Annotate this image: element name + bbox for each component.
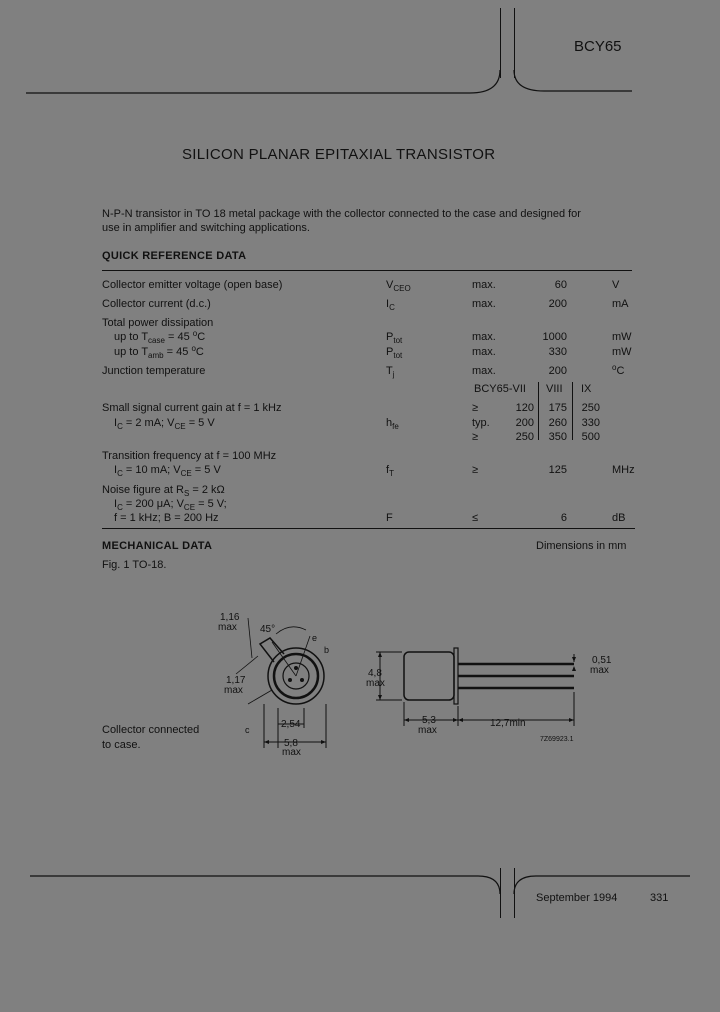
footer-date: September 1994 bbox=[536, 892, 618, 904]
ptot-amb-maxlabel: max. bbox=[472, 346, 496, 358]
lead-c: c bbox=[245, 725, 250, 735]
dim-53-max: max bbox=[418, 725, 437, 736]
ptot-amb-value: 330 bbox=[548, 346, 567, 358]
nf-cond: ≤ bbox=[472, 512, 479, 524]
ft-unit: MHz bbox=[612, 464, 635, 476]
vceo-symbol: $V_{CEO}$ bbox=[386, 279, 411, 293]
hfe-row-1-v2: 175 bbox=[548, 402, 567, 414]
ft-cond: ≥ bbox=[472, 464, 479, 476]
mechanical-heading: MECHANICAL DATA bbox=[102, 540, 213, 552]
tj-unit: $^o$C bbox=[612, 363, 625, 377]
vceo-value: 60 bbox=[554, 279, 567, 291]
dim-254: 2,54 bbox=[281, 719, 301, 730]
ptot-case-maxlabel: max. bbox=[472, 331, 496, 343]
dim-angle: 45° bbox=[260, 624, 276, 635]
hfe-label: Small signal current gain at f = 1 kHz bbox=[102, 402, 282, 414]
dim-58: 5,8 bbox=[284, 738, 298, 749]
hfe-row-1-cond: ≥ bbox=[472, 402, 479, 414]
hfe-row-3-cond: ≥ bbox=[472, 431, 479, 443]
hfe-row-2-v3: 330 bbox=[581, 417, 600, 429]
description-line-1: N-P-N transistor in TO 18 metal package with the collector connected to the case and designed for bbox=[102, 208, 581, 220]
ic-symbol: $I_C$ bbox=[386, 298, 395, 312]
tj-label: Junction temperature bbox=[102, 365, 206, 377]
dim-48-max: max bbox=[366, 678, 385, 689]
nf-value: 6 bbox=[560, 512, 567, 524]
dim-117: 1,17 bbox=[226, 675, 246, 686]
lead-e: e bbox=[312, 633, 318, 643]
lead-b: b bbox=[324, 645, 330, 655]
ft-cond-text: $I_C = 10$ mA; $V_{CE} = 5$ V bbox=[114, 464, 221, 478]
nf-label: Noise figure at $R_S = 2$ kΩ bbox=[102, 484, 225, 498]
vceo-cond: max. bbox=[472, 279, 496, 291]
ptot-case-cond: up to $T_{case} = 45$ $^o$C bbox=[114, 329, 206, 345]
dim-051-max: max bbox=[590, 665, 609, 676]
dimensions-note: Dimensions in mm bbox=[536, 540, 627, 552]
drawing-code: 7Z69923.1 bbox=[540, 736, 574, 743]
page-title: SILICON PLANAR EPITAXIAL TRANSISTOR bbox=[182, 146, 496, 163]
hfe-cond: $I_C = 2$ mA; $V_{CE} = 5$ V bbox=[114, 417, 215, 431]
collector-note-line-2: to case. bbox=[102, 739, 141, 751]
vceo-unit: V bbox=[612, 279, 620, 291]
nf-unit: dB bbox=[612, 512, 626, 524]
ptot-amb-cond: up to $T_{amb} = 45$ $^o$C bbox=[114, 344, 204, 360]
dim-58-max: max bbox=[282, 747, 301, 758]
ft-label: Transition frequency at f = 100 MHz bbox=[102, 450, 277, 462]
to18-side-view bbox=[362, 640, 602, 730]
gain-col-3-header: IX bbox=[581, 383, 592, 395]
ptot-case-value: 1000 bbox=[542, 331, 567, 343]
vceo-label: Collector emitter voltage (open base) bbox=[102, 279, 283, 291]
nf-symbol: F bbox=[386, 512, 393, 524]
dim-127: 12,7min bbox=[490, 718, 526, 729]
dim-116: 1,16 bbox=[220, 612, 240, 623]
ic-value: 200 bbox=[548, 298, 567, 310]
description-line-2: use in amplifier and switching applications. bbox=[102, 222, 310, 234]
dim-116-max: max bbox=[218, 622, 237, 633]
hfe-row-2-cond: typ. bbox=[472, 417, 490, 429]
dim-117-max: max bbox=[224, 685, 243, 696]
footer-page: 331 bbox=[650, 892, 669, 904]
hfe-symbol: $h_{fe}$ bbox=[386, 417, 399, 431]
ptot-label: Total power dissipation bbox=[102, 317, 214, 329]
hfe-row-2-v2: 260 bbox=[548, 417, 567, 429]
ptot-amb-symbol: $P_{tot}$ bbox=[386, 346, 403, 360]
hfe-row-1-v1: 120 bbox=[515, 402, 534, 414]
ptot-amb-unit: mW bbox=[612, 346, 632, 358]
nf-cond-2: f = 1 kHz; B = 200 Hz bbox=[114, 512, 219, 524]
tj-cond: max. bbox=[472, 365, 496, 377]
dim-48: 4,8 bbox=[368, 668, 382, 679]
gain-col-2-header: VIII bbox=[546, 383, 563, 395]
nf-cond-1: $I_C = 200$ μA; $V_{CE} = 5$ V; bbox=[114, 498, 227, 512]
tj-value: 200 bbox=[548, 365, 567, 377]
ptot-case-unit: mW bbox=[612, 331, 632, 343]
hfe-row-3-v2: 350 bbox=[548, 431, 567, 443]
tj-symbol: $T_j$ bbox=[386, 365, 395, 379]
fig-caption: Fig. 1 TO-18. bbox=[102, 559, 167, 571]
dim-53: 5,3 bbox=[422, 715, 436, 726]
hfe-row-3-v1: 250 bbox=[515, 431, 534, 443]
quick-ref-rule-bottom bbox=[102, 528, 635, 529]
hfe-row-1-v3: 250 bbox=[581, 402, 600, 414]
dim-051: 0,51 bbox=[592, 655, 612, 666]
quick-ref-heading: QUICK REFERENCE DATA bbox=[102, 250, 247, 262]
ft-value: 125 bbox=[548, 464, 567, 476]
footer-rule bbox=[0, 860, 720, 920]
part-number: BCY65 bbox=[574, 38, 622, 55]
collector-note-line-1: Collector connected bbox=[102, 724, 200, 736]
gain-col-1-header: BCY65-VII bbox=[474, 383, 526, 395]
ic-cond: max. bbox=[472, 298, 496, 310]
ft-symbol: $f_T$ bbox=[386, 464, 394, 478]
quick-ref-rule-top bbox=[102, 270, 632, 271]
ic-label: Collector current (d.c.) bbox=[102, 298, 211, 310]
hfe-row-3-v3: 500 bbox=[581, 431, 600, 443]
ptot-case-symbol: $P_{tot}$ bbox=[386, 331, 403, 345]
ic-unit: mA bbox=[612, 298, 629, 310]
hfe-row-2-v1: 200 bbox=[515, 417, 534, 429]
